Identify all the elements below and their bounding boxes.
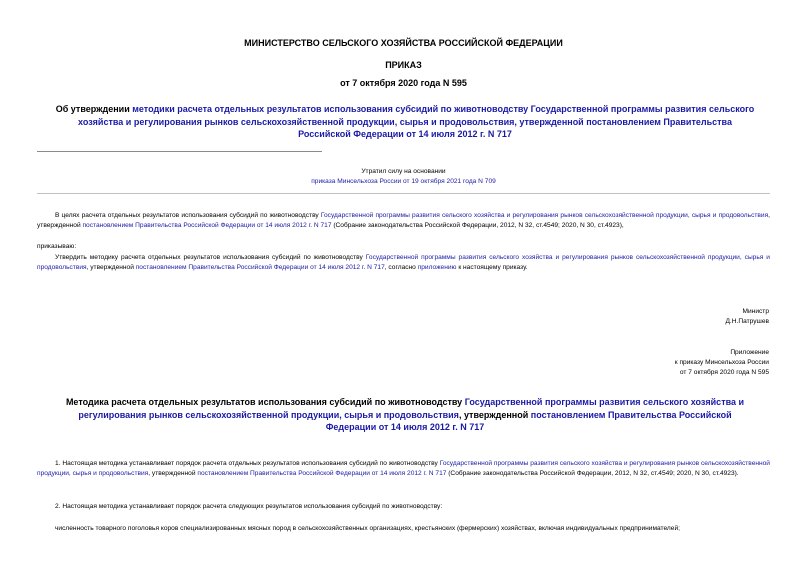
signature-name: Д.Н.Патрушев bbox=[725, 318, 769, 325]
title-prefix: Об утверждении bbox=[55, 104, 133, 114]
body-text: , утвержденной bbox=[148, 470, 198, 477]
status-note bbox=[150, 167, 657, 187]
appendix-link[interactable]: приложению bbox=[417, 264, 457, 271]
status-link[interactable]: приказа Минсельхоза России от 19 октября 2021 года N 709 bbox=[311, 178, 496, 185]
document-title bbox=[55, 103, 755, 141]
appendix-block bbox=[500, 348, 769, 378]
body-text: (Собрание законодательства Российской Федерации, 2012, N 32, ст.4549; 2020, N 30, ст.4923). bbox=[446, 470, 739, 477]
approve-text: , утвержденной bbox=[86, 264, 136, 271]
order-word: приказываю: bbox=[37, 243, 77, 250]
program-link[interactable]: Государственной программы развития сельского хозяйства и регулирования рынков сельскохозяйственной продукции, сырья и продовольствия bbox=[37, 254, 770, 271]
appendix-line3: от 7 октября 2020 года N 595 bbox=[679, 369, 769, 376]
preamble-text: , утвержденной bbox=[37, 212, 770, 229]
doc-type-heading: ПРИКАЗ bbox=[385, 60, 422, 70]
approve-text: Утвердить методику расчета отдельных результатов использования субсидий по животноводству bbox=[55, 254, 366, 261]
decree-link[interactable]: постановлением Правительства Российской Федерации от 14 июля 2012 г. N 717 bbox=[197, 470, 447, 477]
body-paragraph-3: численность товарного поголовья коров специализированных мясных пород в сельскохозяйственных организациях, крестьянских (фермерских) хозяйствах, включая индивидуальных предпринимателей; bbox=[55, 525, 680, 532]
program-link[interactable]: Государственной программы развития сельского хозяйства и регулирования рынков сельскохозяйственной продукции, сырья и продовольствия bbox=[37, 460, 770, 477]
doc-date-heading: от 7 октября 2020 года N 595 bbox=[340, 78, 467, 88]
approve-paragraph bbox=[37, 253, 770, 273]
decree-link[interactable]: постановлением Правительства Российской Федерации от 14 июля 2012 г. N 717 bbox=[135, 264, 385, 271]
decree-link[interactable]: постановлением Правительства Российской Федерации от 14 июля 2012 г. N 717 bbox=[82, 222, 332, 229]
ministry-heading: МИНИСТЕРСТВО СЕЛЬСКОГО ХОЗЯЙСТВА РОССИЙСКОЙ ФЕДЕРАЦИИ bbox=[244, 38, 563, 48]
body-text: 1. Настоящая методика устанавливает порядок расчета отдельных результатов использования субсидий по животноводству bbox=[55, 460, 440, 467]
method-title-text: , утвержденной bbox=[458, 409, 531, 420]
method-title bbox=[55, 396, 755, 434]
approve-text: к настоящему приказу. bbox=[456, 264, 528, 271]
preamble-paragraph bbox=[37, 211, 770, 231]
preamble-text: (Собрание законодательства Российской Федерации, 2012, N 32, ст.4549; 2020, N 30, ст.4923), bbox=[331, 222, 624, 229]
status-rule bbox=[37, 193, 770, 194]
approve-text: , согласно bbox=[384, 264, 418, 271]
body-paragraph-1 bbox=[37, 459, 770, 479]
title-link[interactable]: методики расчета отдельных результатов использования субсидий по животноводству Государственной программы развития сельского хозяйства и регулирования рынков сельскохозяйственной продукции, сырья и продовольствия, утвержденной постановлением Правительства Российской Федерации от 14 июля 2012 г. N 717 bbox=[78, 104, 755, 139]
decree-link[interactable]: постановлением Правительства Российской Федерации от 14 июля 2012 г. N 717 bbox=[325, 409, 732, 432]
signature-block bbox=[500, 307, 769, 327]
method-title-text: Методика расчета отдельных результатов использования субсидий по животноводству bbox=[65, 397, 465, 407]
program-link[interactable]: Государственной программы развития сельского хозяйства и регулирования рынков сельскохозяйственной продукции, сырья и продовольствия bbox=[320, 212, 769, 219]
separator-line bbox=[37, 151, 322, 152]
body-paragraph-2: 2. Настоящая методика устанавливает порядок расчета следующих результатов использования субсидий по животноводству: bbox=[55, 503, 443, 510]
signature-position: Министр bbox=[742, 308, 769, 315]
preamble-text: В целях расчета отдельных результатов использования субсидий по животноводству bbox=[55, 212, 321, 219]
appendix-line1: Приложение bbox=[730, 349, 769, 356]
status-line: Утратил силу на основании bbox=[361, 168, 446, 175]
program-link[interactable]: Государственной программы развития сельского хозяйства и регулирования рынков сельскохозяйственной продукции, сырья и продовольствия bbox=[78, 397, 745, 420]
appendix-line2: к приказу Минсельхоза России bbox=[674, 359, 769, 366]
